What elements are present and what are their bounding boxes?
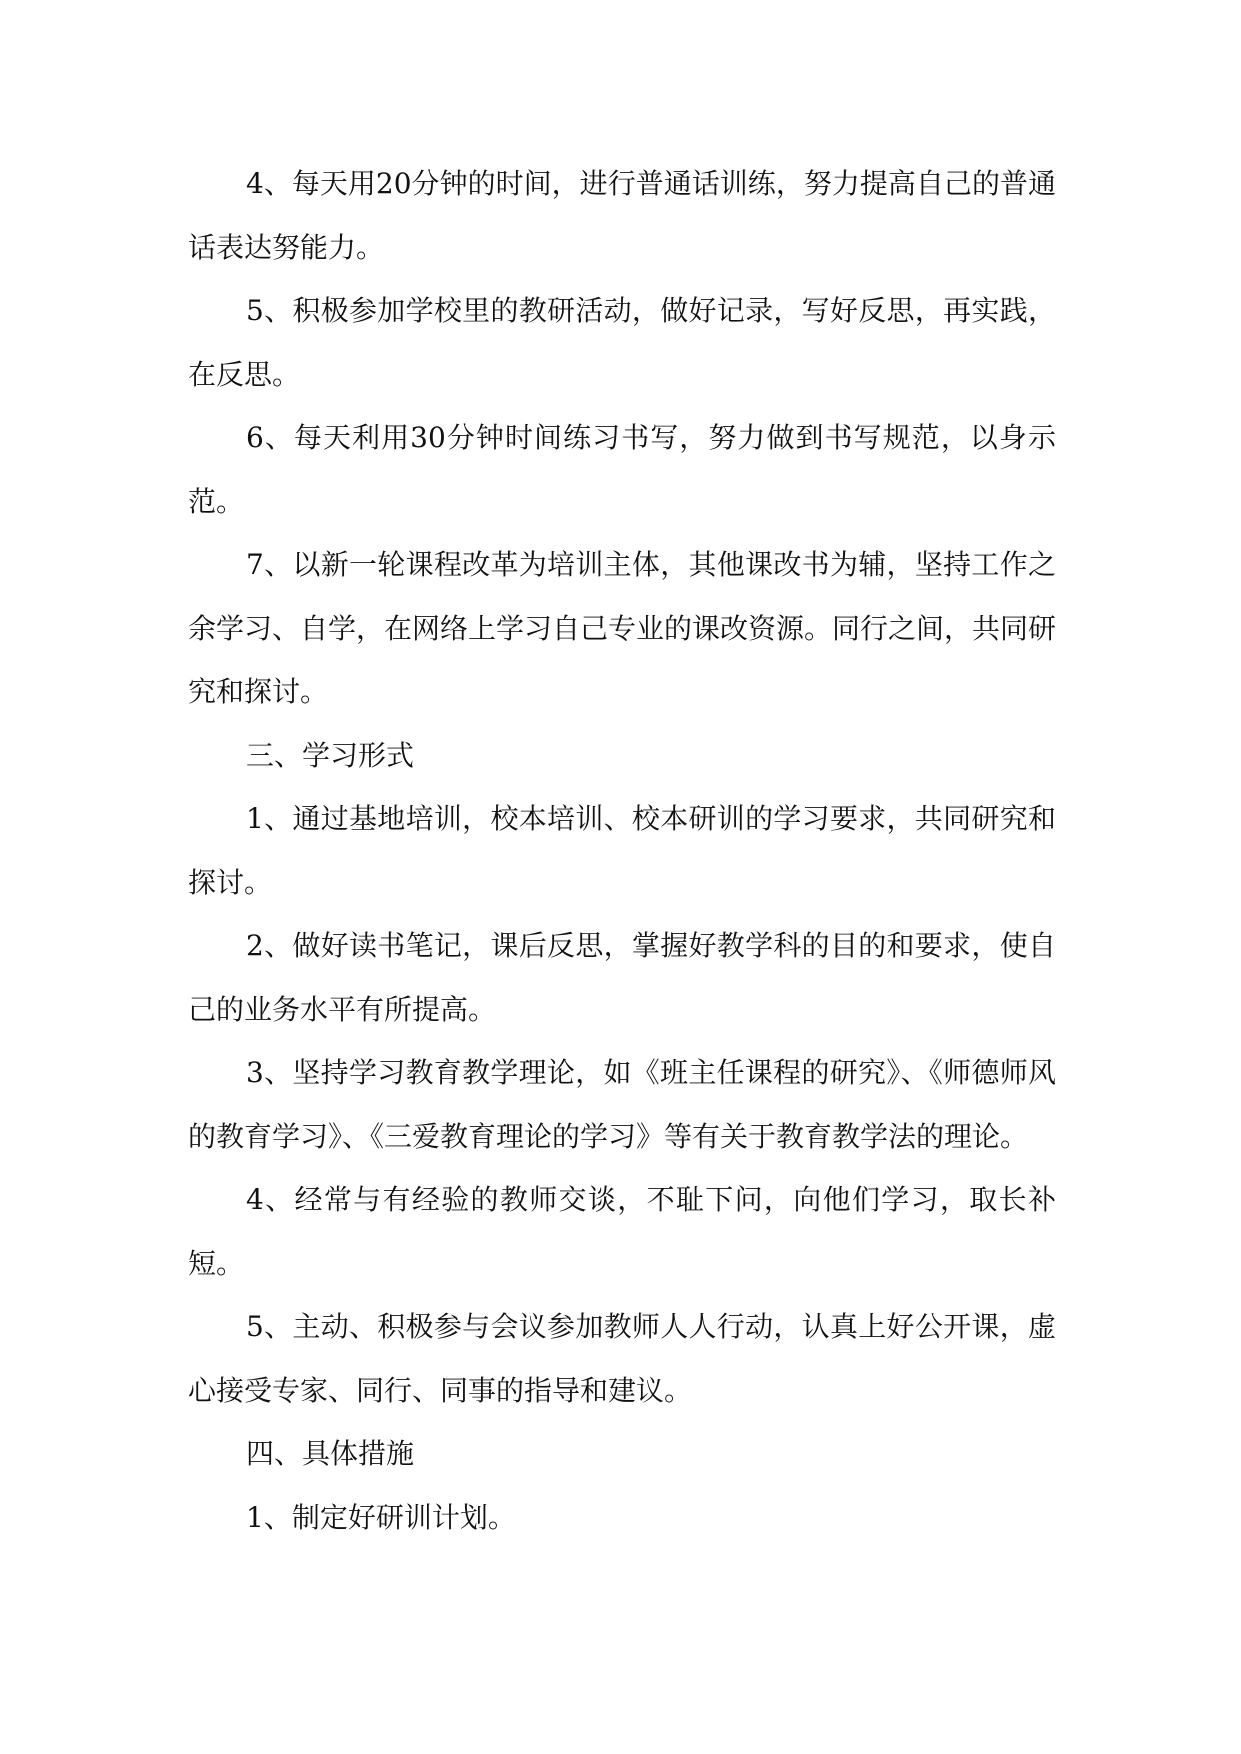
paragraph-form-1-training: 1、通过基地培训，校本培训、校本研训的学习要求，共同研究和探讨。 <box>188 802 1056 899</box>
paragraph-form-4-experienced-teachers: 4、经常与有经验的教师交谈，不耻下问，向他们学习，取长补短。 <box>188 1183 1056 1280</box>
paragraph-form-5-open-class: 5、主动、积极参与会议参加教师人人行动，认真上好公开课，虚心接受专家、同行、同事的指导和建议。 <box>188 1310 1056 1407</box>
paragraph-item-7-curriculum-reform: 7、以新一轮课程改革为培训主体，其他课改书为辅，坚持工作之余学习、自学，在网络上学习自己专业的课改资源。同行之间，共同研究和探讨。 <box>188 548 1057 708</box>
document-body <box>188 152 1056 1549</box>
paragraph-form-2-reading-notes: 2、做好读书笔记，课后反思，掌握好教学科的目的和要求，使自己的业务水平有所提高。 <box>188 929 1056 1026</box>
paragraph-item-5-research-activities: 5、积极参加学校里的教研活动，做好记录，写好反思，再实践，在反思。 <box>188 294 1056 391</box>
paragraph-item-6-handwriting: 6、每天利用30分钟时间练习书写，努力做到书写规范，以身示范。 <box>188 421 1056 518</box>
paragraph-item-4-putonghua: 4、每天用20分钟的时间，进行普通话训练，努力提高自己的普通话表达努能力。 <box>188 167 1056 264</box>
paragraph-measure-1-plan: 1、制定好研训计划。 <box>246 1500 516 1534</box>
section-heading-specific-measures: 四、具体措施 <box>246 1437 415 1470</box>
section-heading-learning-forms: 三、学习形式 <box>246 738 415 772</box>
paragraph-form-3-theory-study: 3、坚持学习教育教学理论，如《班主任课程的研究》、《师德师风的教育学习》、《三爱教育理论的学习》等有关于教育教学法的理论。 <box>188 1056 1056 1153</box>
